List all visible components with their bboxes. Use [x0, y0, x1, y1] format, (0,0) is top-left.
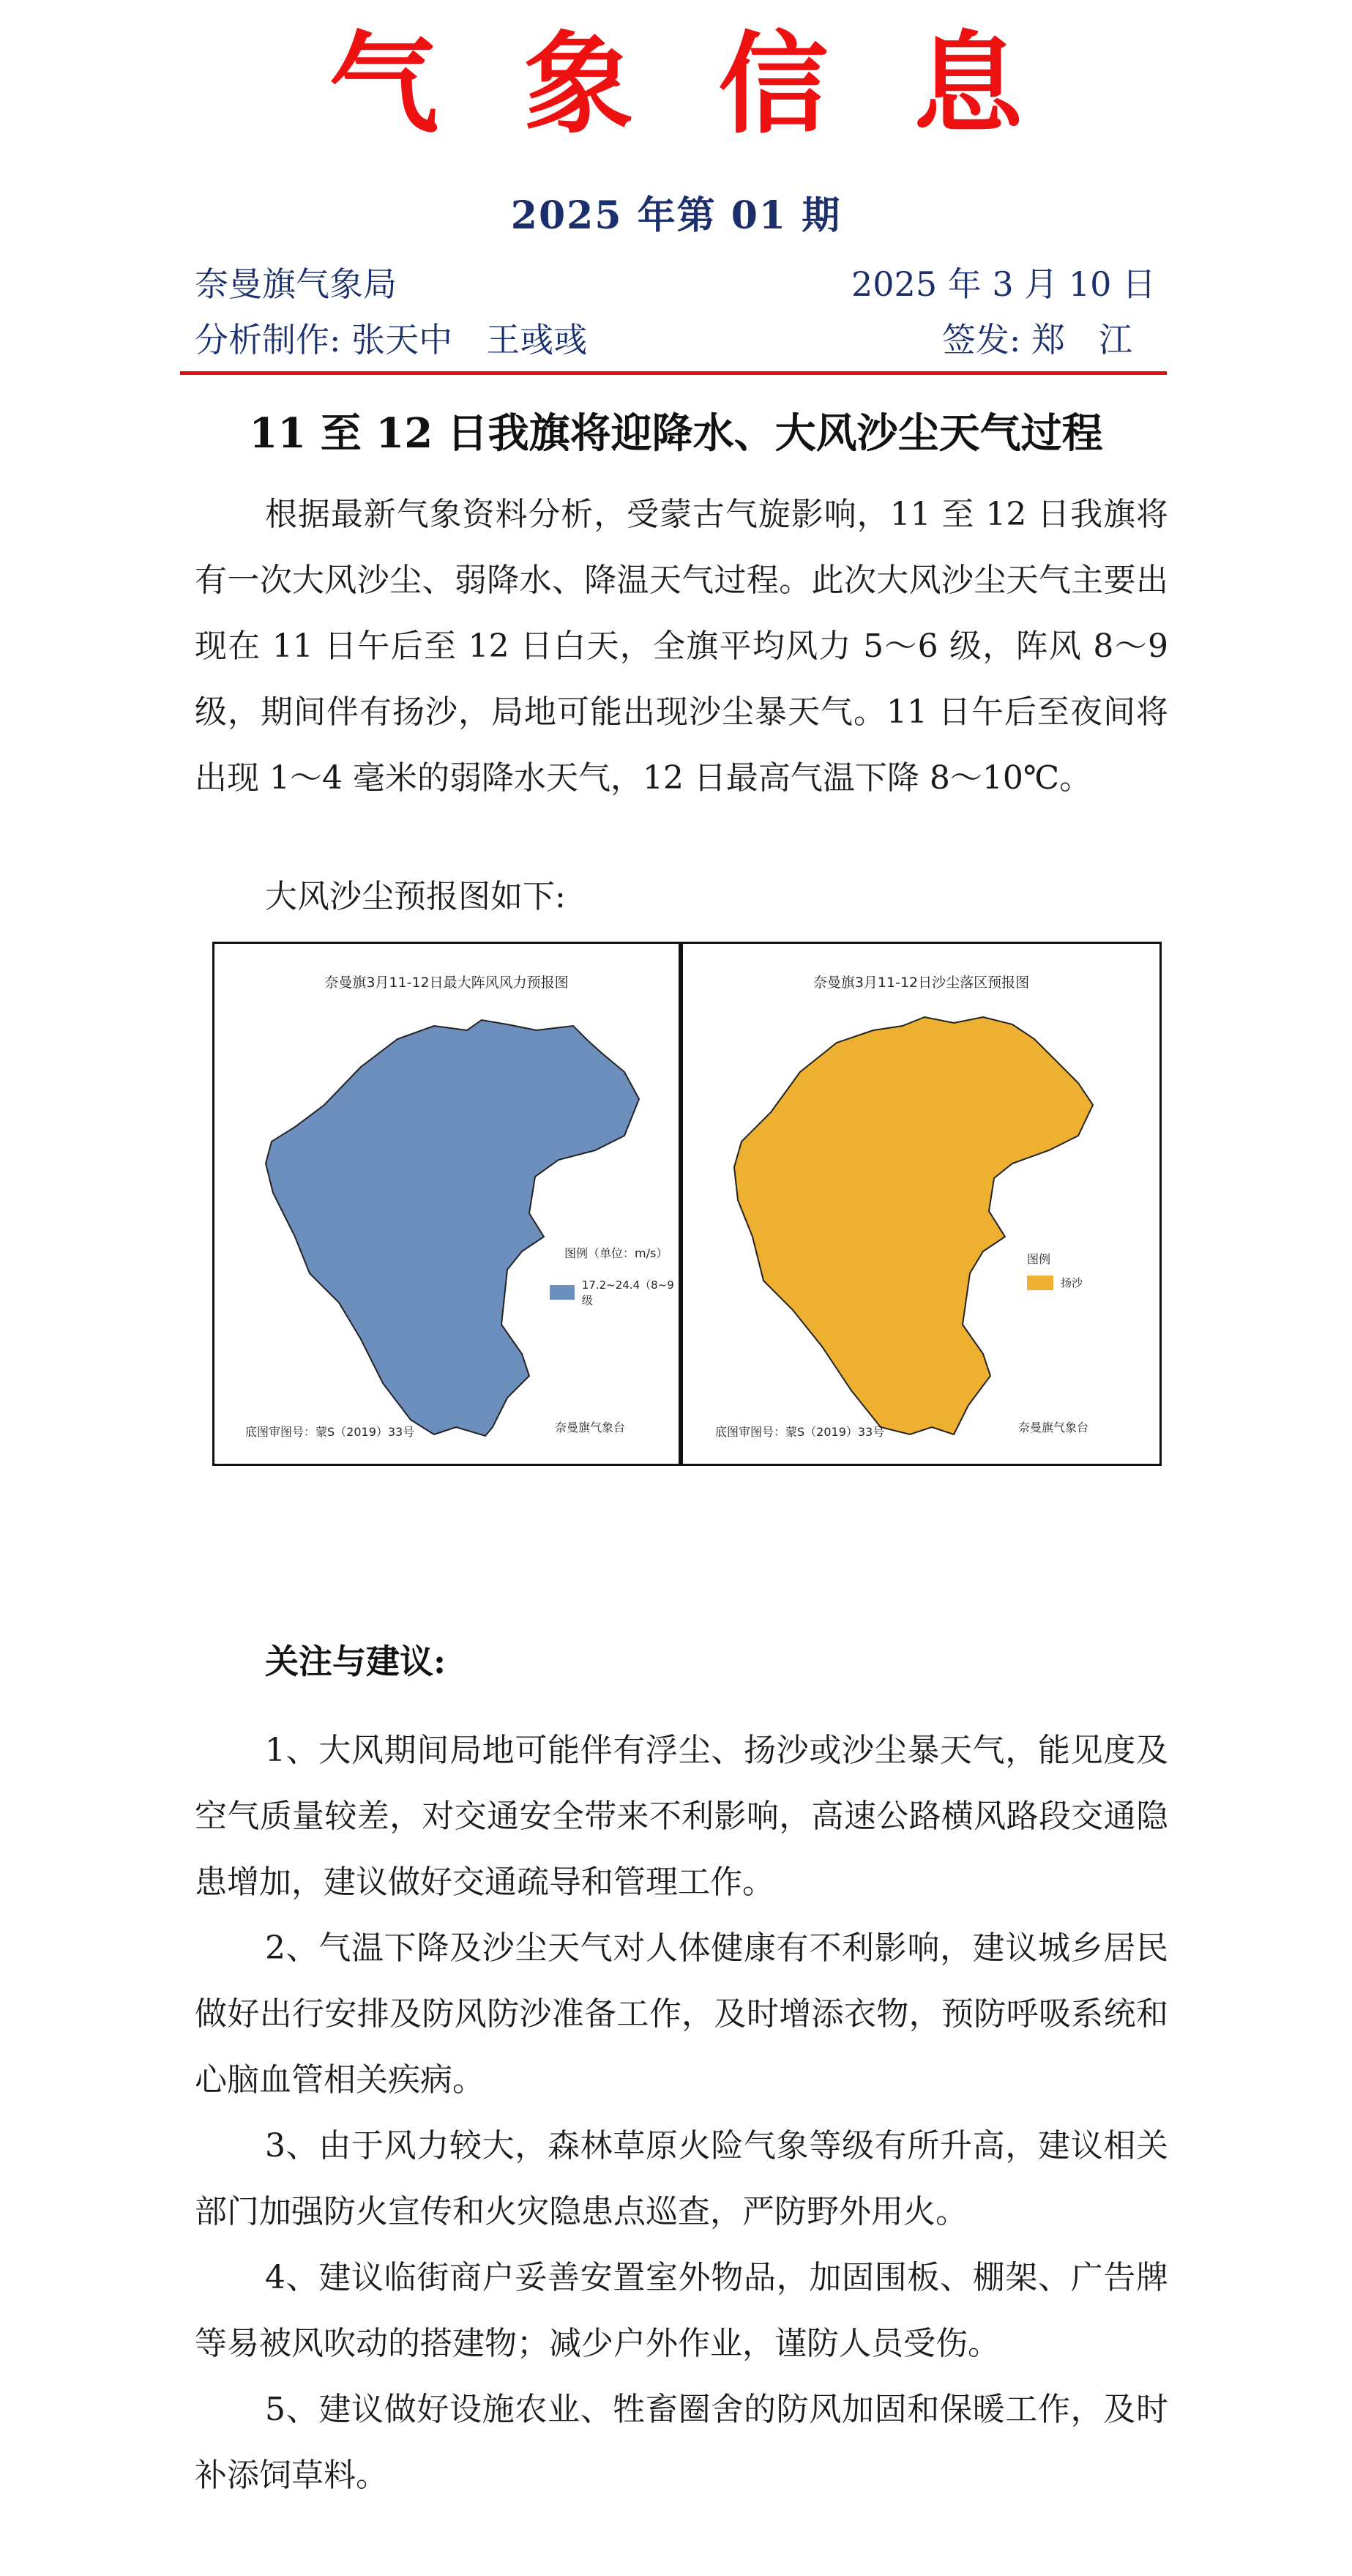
- advice-item: 1、大风期间局地可能伴有浮尘、扬沙或沙尘暴天气，能见度及空气质量较差，对交通安全带来不利影响，高速公路横风路段交通隐患增加，建议做好交通疏导和管理工作。: [195, 1732, 1168, 1901]
- approver-line: 签发: 郑 江: [941, 320, 1132, 360]
- masthead-char: 息: [913, 20, 1023, 149]
- legend-title: 图例: [1027, 1252, 1051, 1266]
- article-title: 11 至 12 日我旗将迎降水、大风沙尘天气过程: [249, 409, 1103, 458]
- agency-name: 奈曼旗气象局: [195, 264, 397, 304]
- gust-forecast-map: [212, 942, 681, 1466]
- basemap-approval-number: 底图审图号：蒙S（2019）33号: [715, 1425, 885, 1439]
- basemap-approval-number: 底图审图号：蒙S（2019）33号: [245, 1425, 415, 1439]
- map-title: 奈曼旗3月11-12日沙尘落区预报图: [813, 975, 1030, 991]
- map-title: 奈曼旗3月11-12日最大阵风风力预报图: [324, 975, 569, 991]
- legend-item: [550, 1277, 679, 1308]
- advice-item: 5、建议做好设施农业、牲畜圈舍的防风加固和保暖工作，及时补添饲草料。: [195, 2391, 1168, 2494]
- issue-number: 2025 年第 01 期: [510, 193, 842, 238]
- masthead-title: [0, 20, 1352, 149]
- legend-swatch: [550, 1285, 575, 1300]
- advice-item: 3、由于风力较大，森林草原火险气象等级有所升高，建议相关部门加强防火宣传和火灾隐患点巡查，严防野外用火。: [195, 2127, 1168, 2230]
- legend-item: [1027, 1275, 1083, 1290]
- figure-intro: 大风沙尘预报图如下:: [265, 878, 566, 915]
- dust-forecast-map: [681, 942, 1162, 1466]
- issuer-label: 奈曼旗气象台: [555, 1421, 626, 1434]
- masthead-char: 象: [523, 20, 634, 149]
- legend-label: 17.2~24.4（8~9级: [581, 1278, 674, 1307]
- advice-item: 2、气温下降及沙尘天气对人体健康有不利影响，建议城乡居民做好出行安排及防风防沙准备工作，及时增添衣物，预防呼吸系统和心脑血管相关疾病。: [195, 1929, 1168, 2099]
- masthead-char: 信: [718, 20, 829, 149]
- article-paragraph: 根据最新气象资料分析，受蒙古气旋影响，11 至 12 日我旗将有一次大风沙尘、弱降水、降温天气过程。此次大风沙尘天气主要出现在 11 日午后至 12 日白天，全旗平均风力 5～6 级，阵风 8～9 级，期间伴有扬沙，局地可能出现沙尘暴天气。11 日午后至夜间将出现 1～4 毫米的弱降水天气，12 日最高气温下降 8～10℃。: [195, 496, 1168, 797]
- map-region-shape: [683, 944, 1159, 1464]
- advice-heading: 关注与建议:: [265, 1642, 446, 1681]
- legend-swatch: [1027, 1276, 1053, 1290]
- authors-line: 分析制作: 张天中 王彧彧: [195, 320, 588, 360]
- legend-label: 扬沙: [1061, 1276, 1083, 1289]
- issuer-label: 奈曼旗气象台: [1018, 1421, 1089, 1434]
- masthead-char: 气: [329, 20, 439, 149]
- advice-item: 4、建议临街商户妥善安置室外物品，加固围板、棚架、广告牌等易被风吹动的搭建物；减少户外作业，谨防人员受伤。: [195, 2259, 1168, 2362]
- header-divider: [180, 371, 1167, 375]
- legend-title: 图例（单位：m/s）: [564, 1246, 668, 1260]
- issue-date: 2025 年 3 月 10 日: [851, 264, 1156, 304]
- map-region-shape: [214, 944, 679, 1464]
